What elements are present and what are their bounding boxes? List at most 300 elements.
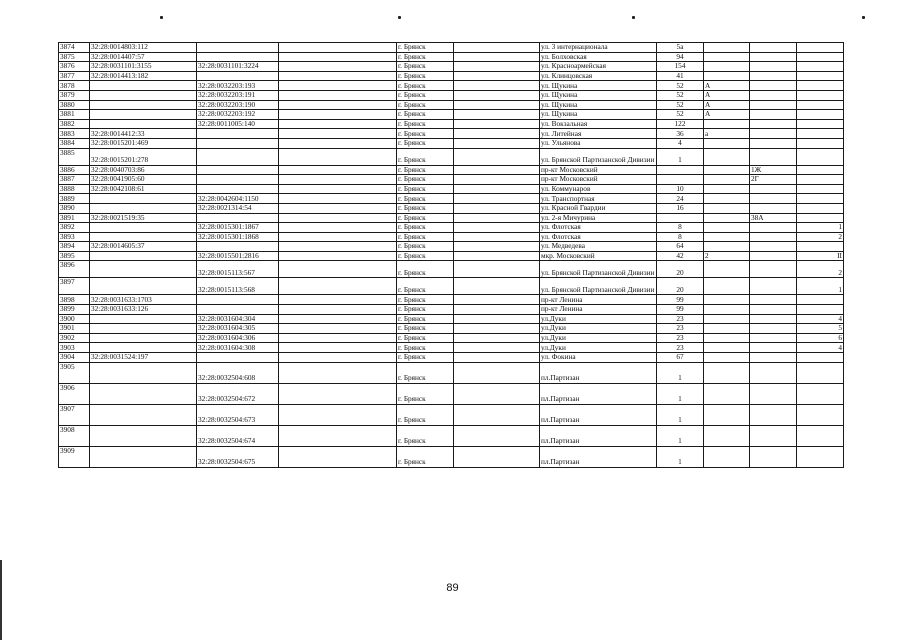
cell-empty bbox=[279, 362, 397, 383]
cell-cadastral-number-2: 32:28:0031604:304 bbox=[197, 314, 279, 324]
cell-building bbox=[750, 43, 797, 53]
cell-house: 24 bbox=[657, 194, 704, 204]
table-row bbox=[59, 129, 844, 139]
cell-building bbox=[750, 295, 797, 305]
cell-building bbox=[750, 119, 797, 129]
cell-empty bbox=[279, 305, 397, 315]
cell-number: 3882 bbox=[59, 119, 90, 129]
cell-number: 3892 bbox=[59, 223, 90, 233]
cell-cadastral-number: 32:28:0042108:61 bbox=[90, 184, 197, 194]
cell-house: 42 bbox=[657, 251, 704, 261]
cell-cadastral-number-2: 32:28:0031604:305 bbox=[197, 324, 279, 334]
cell-apartment bbox=[797, 242, 844, 252]
cell-cadastral-number bbox=[90, 362, 197, 383]
cell-city: г. Брянск bbox=[397, 148, 454, 165]
cell-cadastral-number-2 bbox=[197, 148, 279, 165]
cell-cadastral-number bbox=[90, 446, 197, 467]
cell-cadastral-number-2: 32:28:0032203:192 bbox=[197, 110, 279, 120]
cell-city: г. Брянск bbox=[397, 295, 454, 305]
cell-building bbox=[750, 148, 797, 165]
cell-empty bbox=[454, 213, 540, 223]
cell-cadastral-number bbox=[90, 261, 197, 278]
cell-empty bbox=[454, 295, 540, 305]
cell-street: пл.Партизан bbox=[540, 362, 657, 383]
punch-mark bbox=[862, 16, 865, 19]
cell-street: ул. Коммунаров bbox=[540, 184, 657, 194]
cell-city: г. Брянск bbox=[397, 138, 454, 148]
cell-building bbox=[750, 184, 797, 194]
cell-city: г. Брянск bbox=[397, 43, 454, 53]
cell-empty bbox=[454, 333, 540, 343]
cell-city: г. Брянск bbox=[397, 90, 454, 100]
cell-number: 3896 bbox=[59, 261, 90, 278]
cell-building bbox=[750, 232, 797, 242]
cell-empty bbox=[279, 251, 397, 261]
cell-empty bbox=[454, 203, 540, 213]
cell-empty bbox=[454, 110, 540, 120]
cell-empty bbox=[454, 100, 540, 110]
table-row bbox=[59, 242, 844, 252]
cell-house bbox=[657, 165, 704, 175]
cell-letter bbox=[704, 362, 750, 383]
cell-empty bbox=[279, 194, 397, 204]
cell-cadastral-number bbox=[90, 343, 197, 353]
cell-empty bbox=[279, 165, 397, 175]
cell-letter bbox=[704, 242, 750, 252]
cell-building bbox=[750, 353, 797, 363]
cell-empty bbox=[279, 261, 397, 278]
cell-city: г. Брянск bbox=[397, 251, 454, 261]
cell-apartment bbox=[797, 90, 844, 100]
punch-mark bbox=[160, 16, 163, 19]
cell-empty bbox=[279, 242, 397, 252]
cell-empty bbox=[279, 425, 397, 446]
table-row bbox=[59, 324, 844, 334]
cell-cadastral-number: 32:28:0015201:278 bbox=[90, 148, 197, 165]
cell-empty bbox=[279, 446, 397, 467]
cell-house: 154 bbox=[657, 62, 704, 72]
register-table bbox=[58, 42, 844, 468]
cell-building bbox=[750, 343, 797, 353]
cell-street: ул.Дуки bbox=[540, 314, 657, 324]
cell-apartment bbox=[797, 52, 844, 62]
cell-empty bbox=[279, 184, 397, 194]
cell-city: г. Брянск bbox=[397, 194, 454, 204]
cell-house: 1 bbox=[657, 362, 704, 383]
cell-number: 3876 bbox=[59, 62, 90, 72]
cell-cadastral-number-2 bbox=[197, 43, 279, 53]
cell-cadastral-number bbox=[90, 383, 197, 404]
cell-apartment: 2 bbox=[797, 261, 844, 278]
cell-house: 10 bbox=[657, 184, 704, 194]
cell-building bbox=[750, 383, 797, 404]
cell-empty bbox=[279, 278, 397, 295]
cell-building bbox=[750, 404, 797, 425]
cell-building: 2Г bbox=[750, 175, 797, 185]
cell-building bbox=[750, 333, 797, 343]
cell-cadastral-number: 32:28:0014413:182 bbox=[90, 71, 197, 81]
cell-letter bbox=[704, 232, 750, 242]
table-row bbox=[59, 184, 844, 194]
cell-cadastral-number: 32:28:0031524:197 bbox=[90, 353, 197, 363]
cell-letter bbox=[704, 343, 750, 353]
cell-city: г. Брянск bbox=[397, 324, 454, 334]
cell-cadastral-number-2 bbox=[197, 184, 279, 194]
cell-street: ул. Флотская bbox=[540, 223, 657, 233]
cell-city: г. Брянск bbox=[397, 404, 454, 425]
cell-letter: А bbox=[704, 110, 750, 120]
cell-building bbox=[750, 100, 797, 110]
cell-street: пл.Партизан bbox=[540, 404, 657, 425]
cell-number: 3887 bbox=[59, 175, 90, 185]
cell-apartment bbox=[797, 383, 844, 404]
cell-cadastral-number-2: 32:28:0015501:2816 bbox=[197, 251, 279, 261]
cell-cadastral-number-2 bbox=[197, 129, 279, 139]
cell-letter bbox=[704, 43, 750, 53]
table-row bbox=[59, 110, 844, 120]
cell-city: г. Брянск bbox=[397, 425, 454, 446]
cell-building bbox=[750, 62, 797, 72]
cell-city: г. Брянск bbox=[397, 165, 454, 175]
cell-empty bbox=[454, 223, 540, 233]
table-row bbox=[59, 62, 844, 72]
cell-house: 23 bbox=[657, 314, 704, 324]
cell-number: 3907 bbox=[59, 404, 90, 425]
cell-street: мкр. Московский bbox=[540, 251, 657, 261]
cell-letter bbox=[704, 404, 750, 425]
cell-building bbox=[750, 138, 797, 148]
cell-empty bbox=[454, 314, 540, 324]
table-row bbox=[59, 425, 844, 446]
cell-number: 3898 bbox=[59, 295, 90, 305]
cell-city: г. Брянск bbox=[397, 223, 454, 233]
cell-number: 3878 bbox=[59, 81, 90, 91]
cell-house: 99 bbox=[657, 295, 704, 305]
cell-city: г. Брянск bbox=[397, 119, 454, 129]
table-row bbox=[59, 404, 844, 425]
cell-cadastral-number: 32:28:0040703:86 bbox=[90, 165, 197, 175]
cell-apartment bbox=[797, 43, 844, 53]
cell-apartment bbox=[797, 425, 844, 446]
cell-building bbox=[750, 81, 797, 91]
cell-house: 1 bbox=[657, 425, 704, 446]
cell-city: г. Брянск bbox=[397, 62, 454, 72]
cell-street: ул. Литейная bbox=[540, 129, 657, 139]
cell-street: ул. Транспортная bbox=[540, 194, 657, 204]
cell-house: 41 bbox=[657, 71, 704, 81]
cell-letter bbox=[704, 305, 750, 315]
cell-house: 67 bbox=[657, 353, 704, 363]
cell-cadastral-number bbox=[90, 232, 197, 242]
cell-building bbox=[750, 110, 797, 120]
cell-apartment bbox=[797, 165, 844, 175]
cell-building bbox=[750, 278, 797, 295]
cell-cadastral-number-2: 32:28:0015301:1867 bbox=[197, 223, 279, 233]
cell-house: 5а bbox=[657, 43, 704, 53]
cell-building bbox=[750, 324, 797, 334]
cell-number: 3879 bbox=[59, 90, 90, 100]
table-row bbox=[59, 446, 844, 467]
cell-apartment bbox=[797, 213, 844, 223]
cell-cadastral-number bbox=[90, 110, 197, 120]
cell-apartment bbox=[797, 119, 844, 129]
cell-cadastral-number bbox=[90, 324, 197, 334]
cell-empty bbox=[454, 242, 540, 252]
cell-city: г. Брянск bbox=[397, 343, 454, 353]
cell-cadastral-number: 32:28:0021519:35 bbox=[90, 213, 197, 223]
cell-empty bbox=[454, 343, 540, 353]
cell-apartment bbox=[797, 175, 844, 185]
cell-empty bbox=[454, 362, 540, 383]
table-row bbox=[59, 203, 844, 213]
cell-empty bbox=[454, 119, 540, 129]
cell-street: ул. Медведева bbox=[540, 242, 657, 252]
cell-letter bbox=[704, 261, 750, 278]
cell-number: 3875 bbox=[59, 52, 90, 62]
cell-house: 20 bbox=[657, 261, 704, 278]
cell-street: пр-кт Московский bbox=[540, 165, 657, 175]
punch-mark bbox=[632, 16, 635, 19]
table-row bbox=[59, 251, 844, 261]
cell-empty bbox=[454, 43, 540, 53]
cell-cadastral-number: 32:28:0015201:469 bbox=[90, 138, 197, 148]
table-row bbox=[59, 333, 844, 343]
cell-letter bbox=[704, 119, 750, 129]
cell-building bbox=[750, 129, 797, 139]
cell-street: ул.Дуки bbox=[540, 333, 657, 343]
cell-apartment: II bbox=[797, 251, 844, 261]
cell-empty bbox=[454, 194, 540, 204]
cell-empty bbox=[279, 343, 397, 353]
cell-city: г. Брянск bbox=[397, 129, 454, 139]
cell-number: 3903 bbox=[59, 343, 90, 353]
cell-street: пл.Партизан bbox=[540, 425, 657, 446]
cell-city: г. Брянск bbox=[397, 110, 454, 120]
cell-cadastral-number-2: 32:28:0032203:191 bbox=[197, 90, 279, 100]
cell-house: 4 bbox=[657, 138, 704, 148]
cell-cadastral-number-2: 32:28:0015301:1868 bbox=[197, 232, 279, 242]
cell-street: пл.Партизан bbox=[540, 383, 657, 404]
cell-city: г. Брянск bbox=[397, 446, 454, 467]
cell-empty bbox=[279, 129, 397, 139]
cell-number: 3908 bbox=[59, 425, 90, 446]
cell-cadastral-number: 32:28:0031101:3155 bbox=[90, 62, 197, 72]
cell-apartment bbox=[797, 362, 844, 383]
cell-house: 64 bbox=[657, 242, 704, 252]
cell-cadastral-number-2 bbox=[197, 213, 279, 223]
cell-number: 3893 bbox=[59, 232, 90, 242]
cell-cadastral-number: 32:28:0014412:33 bbox=[90, 129, 197, 139]
cell-cadastral-number-2: 32:28:0032504:674 bbox=[197, 425, 279, 446]
cell-empty bbox=[279, 175, 397, 185]
cell-apartment bbox=[797, 62, 844, 72]
cell-building bbox=[750, 52, 797, 62]
cell-apartment: 6 bbox=[797, 333, 844, 343]
cell-street: ул. Щукина bbox=[540, 81, 657, 91]
cell-street: ул. Щукина bbox=[540, 90, 657, 100]
cell-city: г. Брянск bbox=[397, 184, 454, 194]
cell-cadastral-number-2: 32:28:0032504:675 bbox=[197, 446, 279, 467]
table-row bbox=[59, 119, 844, 129]
cell-house: 16 bbox=[657, 203, 704, 213]
cell-cadastral-number-2: 32:28:0032504:672 bbox=[197, 383, 279, 404]
cell-empty bbox=[454, 383, 540, 404]
table-row bbox=[59, 261, 844, 278]
cell-empty bbox=[454, 138, 540, 148]
cell-cadastral-number-2 bbox=[197, 175, 279, 185]
cell-letter: а bbox=[704, 129, 750, 139]
cell-cadastral-number-2 bbox=[197, 242, 279, 252]
cell-cadastral-number bbox=[90, 278, 197, 295]
cell-number: 3886 bbox=[59, 165, 90, 175]
table-row bbox=[59, 362, 844, 383]
cell-empty bbox=[279, 110, 397, 120]
cell-number: 3884 bbox=[59, 138, 90, 148]
cell-cadastral-number bbox=[90, 203, 197, 213]
cell-empty bbox=[454, 278, 540, 295]
cell-empty bbox=[454, 71, 540, 81]
cell-building bbox=[750, 71, 797, 81]
cell-city: г. Брянск bbox=[397, 383, 454, 404]
cell-cadastral-number-2: 32:28:0015113:568 bbox=[197, 278, 279, 295]
cell-letter: А bbox=[704, 90, 750, 100]
table-row bbox=[59, 81, 844, 91]
cell-letter bbox=[704, 194, 750, 204]
cell-empty bbox=[279, 52, 397, 62]
table-row bbox=[59, 295, 844, 305]
cell-city: г. Брянск bbox=[397, 314, 454, 324]
cell-city: г. Брянск bbox=[397, 305, 454, 315]
table-row bbox=[59, 43, 844, 53]
cell-building bbox=[750, 314, 797, 324]
cell-empty bbox=[454, 324, 540, 334]
cell-cadastral-number-2: 32:28:0015113:567 bbox=[197, 261, 279, 278]
cell-empty bbox=[454, 232, 540, 242]
cell-street: ул. Щукина bbox=[540, 100, 657, 110]
cell-apartment bbox=[797, 203, 844, 213]
cell-number: 3894 bbox=[59, 242, 90, 252]
cell-number: 3877 bbox=[59, 71, 90, 81]
cell-city: г. Брянск bbox=[397, 232, 454, 242]
cell-apartment bbox=[797, 138, 844, 148]
cell-house bbox=[657, 213, 704, 223]
cell-house: 52 bbox=[657, 90, 704, 100]
cell-empty bbox=[454, 184, 540, 194]
cell-house: 52 bbox=[657, 100, 704, 110]
cell-cadastral-number-2: 32:28:0032203:190 bbox=[197, 100, 279, 110]
cell-empty bbox=[279, 119, 397, 129]
cell-empty bbox=[454, 165, 540, 175]
cell-letter bbox=[704, 295, 750, 305]
cell-cadastral-number: 32:28:0031633:126 bbox=[90, 305, 197, 315]
cell-house: 36 bbox=[657, 129, 704, 139]
cell-empty bbox=[454, 52, 540, 62]
table-row bbox=[59, 343, 844, 353]
table-row bbox=[59, 223, 844, 233]
cell-empty bbox=[279, 314, 397, 324]
cell-empty bbox=[279, 148, 397, 165]
cell-letter bbox=[704, 446, 750, 467]
cell-apartment bbox=[797, 71, 844, 81]
cell-apartment bbox=[797, 305, 844, 315]
punch-mark bbox=[398, 16, 401, 19]
cell-cadastral-number bbox=[90, 251, 197, 261]
cell-letter bbox=[704, 324, 750, 334]
cell-city: г. Брянск bbox=[397, 353, 454, 363]
cell-empty bbox=[454, 251, 540, 261]
cell-empty bbox=[279, 90, 397, 100]
cell-street: ул. Фокина bbox=[540, 353, 657, 363]
cell-city: г. Брянск bbox=[397, 71, 454, 81]
cell-empty bbox=[454, 353, 540, 363]
cell-empty bbox=[279, 333, 397, 343]
cell-apartment bbox=[797, 446, 844, 467]
cell-number: 3906 bbox=[59, 383, 90, 404]
cell-letter bbox=[704, 148, 750, 165]
cell-empty bbox=[279, 223, 397, 233]
cell-city: г. Брянск bbox=[397, 175, 454, 185]
cell-empty bbox=[454, 62, 540, 72]
cell-letter bbox=[704, 278, 750, 295]
cell-building bbox=[750, 261, 797, 278]
cell-apartment: 4 bbox=[797, 314, 844, 324]
cell-building bbox=[750, 251, 797, 261]
cell-apartment bbox=[797, 129, 844, 139]
cell-cadastral-number bbox=[90, 425, 197, 446]
cell-cadastral-number: 32:28:0041905:60 bbox=[90, 175, 197, 185]
cell-letter bbox=[704, 62, 750, 72]
cell-house: 99 bbox=[657, 305, 704, 315]
cell-letter bbox=[704, 314, 750, 324]
cell-street: ул. Красноармейская bbox=[540, 62, 657, 72]
cell-building bbox=[750, 446, 797, 467]
cell-number: 3880 bbox=[59, 100, 90, 110]
cell-cadastral-number bbox=[90, 81, 197, 91]
cell-cadastral-number-2 bbox=[197, 138, 279, 148]
cell-cadastral-number-2 bbox=[197, 295, 279, 305]
cell-letter: 2 bbox=[704, 251, 750, 261]
cell-letter bbox=[704, 383, 750, 404]
cell-city: г. Брянск bbox=[397, 278, 454, 295]
cell-empty bbox=[454, 425, 540, 446]
cell-cadastral-number: 32:28:0014803:112 bbox=[90, 43, 197, 53]
cell-city: г. Брянск bbox=[397, 52, 454, 62]
cell-number: 3888 bbox=[59, 184, 90, 194]
cell-building: 1Ж bbox=[750, 165, 797, 175]
cell-cadastral-number bbox=[90, 194, 197, 204]
cell-cadastral-number-2: 32:28:0032504:608 bbox=[197, 362, 279, 383]
cell-empty bbox=[454, 404, 540, 425]
cell-cadastral-number: 32:28:0031633:1703 bbox=[90, 295, 197, 305]
cell-empty bbox=[454, 446, 540, 467]
cell-cadastral-number-2: 32:28:0032203:193 bbox=[197, 81, 279, 91]
cell-empty bbox=[279, 213, 397, 223]
cell-street: ул. Клинцовская bbox=[540, 71, 657, 81]
cell-letter: А bbox=[704, 81, 750, 91]
cell-apartment bbox=[797, 184, 844, 194]
cell-building: 38А bbox=[750, 213, 797, 223]
cell-number: 3885 bbox=[59, 148, 90, 165]
cell-letter: А bbox=[704, 100, 750, 110]
cell-letter bbox=[704, 138, 750, 148]
cell-cadastral-number-2 bbox=[197, 71, 279, 81]
table-body bbox=[59, 43, 844, 468]
cell-empty bbox=[279, 81, 397, 91]
cell-cadastral-number bbox=[90, 404, 197, 425]
cell-street: пр-кт Ленина bbox=[540, 305, 657, 315]
cell-building bbox=[750, 362, 797, 383]
cell-empty bbox=[279, 404, 397, 425]
